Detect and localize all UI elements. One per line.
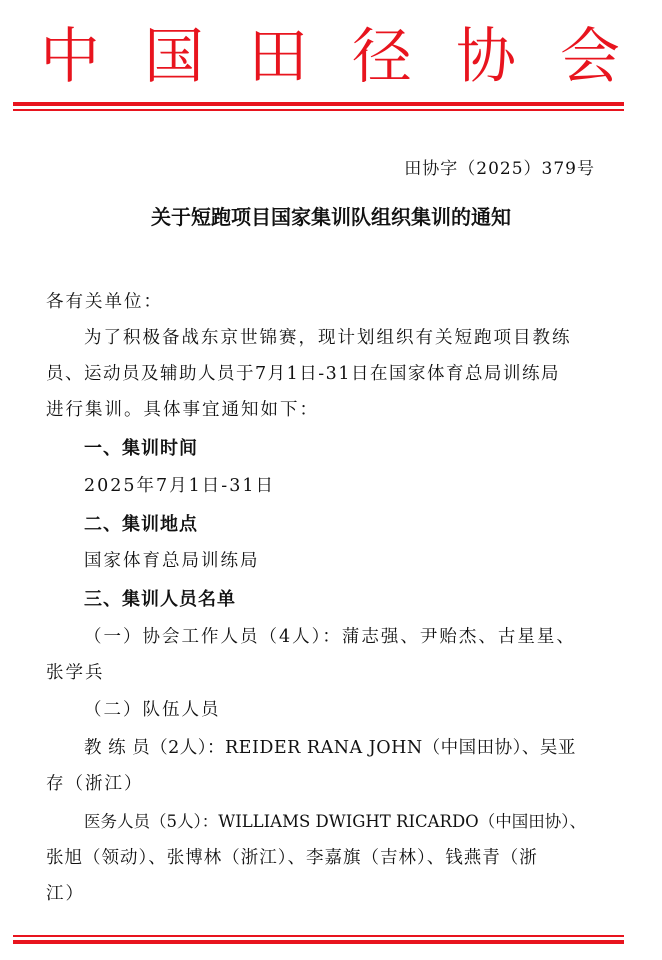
salutation: 各有关单位： [46, 292, 163, 312]
section-text-time: 2025年7月1日-31日 [84, 476, 275, 496]
footer-rule-thin [13, 935, 624, 937]
letterhead-char: 国 [144, 22, 204, 92]
letterhead-char: 协 [456, 22, 516, 92]
intro-line: 员、运动员及辅助人员于7月1日-31日在国家体育总局训练局 [46, 364, 560, 384]
letterhead-char: 中 [40, 22, 100, 92]
staff-line: （一）协会工作人员（4人）：蒲志强、尹贻杰、古星星、 [84, 627, 576, 647]
section-heading-place: 二、集训地点 [84, 514, 198, 535]
section-heading-time: 一、集训时间 [84, 438, 198, 459]
coaches-line: 存（浙江） [46, 774, 144, 794]
footer-rule-thick [13, 940, 624, 944]
medical-line: 医务人员（5人）：WILLIAMS DWIGHT RICARDO（中国田协）、 [84, 812, 586, 831]
document-number: 田协字（2025）379号 [404, 159, 595, 179]
staff-line: 张学兵 [46, 663, 105, 683]
letterhead-title [40, 22, 620, 92]
letterhead-char: 田 [248, 22, 308, 92]
section-heading-people: 三、集训人员名单 [84, 589, 236, 610]
document-title: 关于短跑项目国家集训队组织集训的通知 [151, 205, 511, 229]
letterhead-char: 径 [352, 22, 412, 92]
coaches-line: 教 练 员（2人）：REIDER RANA JOHN（中国田协）、吴亚 [84, 738, 576, 758]
medical-line: 江） [46, 884, 85, 904]
letterhead-char: 会 [560, 22, 620, 92]
medical-line: 张旭（领动）、张博林（浙江）、李嘉旗（吉林）、钱燕青（浙 [46, 848, 538, 868]
header-rule-thin [13, 109, 624, 111]
team-heading: （二）队伍人员 [84, 700, 221, 720]
intro-line: 为了积极备战东京世锦赛，现计划组织有关短跑项目教练 [84, 328, 572, 348]
section-text-place: 国家体育总局训练局 [84, 551, 260, 571]
header-rule-thick [13, 102, 624, 106]
intro-line: 进行集训。具体事宜通知如下： [46, 400, 319, 420]
